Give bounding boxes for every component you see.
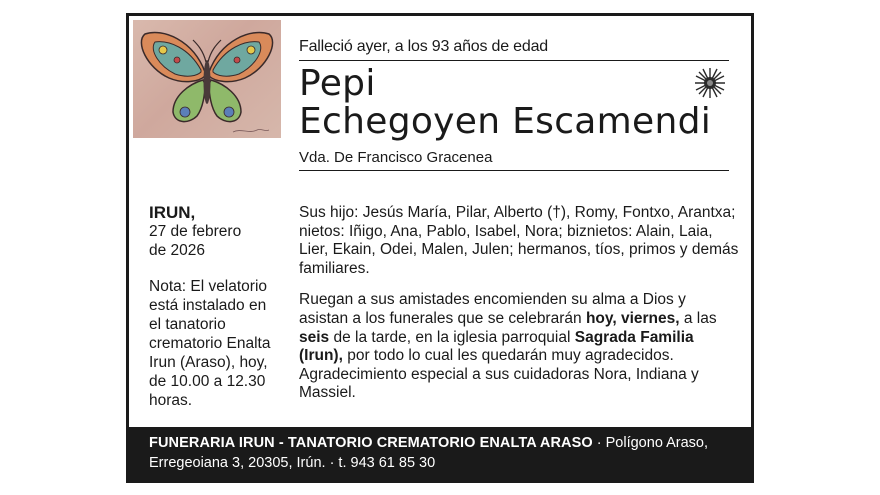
funeral-day: hoy, viernes, xyxy=(585,309,680,327)
funeral-church: Sagrada Familia (Irun), xyxy=(299,328,694,365)
obituary-card xyxy=(126,13,754,483)
funeral-paragraph xyxy=(299,291,739,403)
city: IRUN, xyxy=(149,203,196,222)
funeral-home-footer xyxy=(129,427,751,480)
funeral-text-4: por todo lo cual les quedarán muy agradecidos. xyxy=(342,347,674,365)
header xyxy=(299,38,729,171)
flower-icon xyxy=(693,66,727,100)
funeral-text-3: de la tarde, en la iglesia parroquial xyxy=(329,328,575,346)
death-notice-subtitle: Falleció ayer, a los 93 años de edad xyxy=(299,38,729,61)
deceased-first-name: Pepi xyxy=(299,63,376,104)
funeral-hour: seis xyxy=(299,328,330,346)
location-and-note xyxy=(149,203,281,410)
date-line-1: 27 de febrero xyxy=(149,223,242,240)
funeral-home-name: FUNERARIA IRUN - TANATORIO CREMATORIO ENALTA ARASO xyxy=(149,435,593,451)
family-paragraph: Sus hijo: Jesús María, Pilar, Alberto (†), Romy, Fontxo, Arantxa; nietos: Iñigo, Ana, Pablo, Isabel, Nora; biznietos: Alain, Laia, Lier, Ekain, Odei, Malen, Julen; hermanos, tíos, primos y demás familiares. xyxy=(299,204,739,277)
widow-of-line: Vda. De Francisco Gracenea xyxy=(299,149,729,171)
date-line-2: de 2026 xyxy=(149,242,206,259)
butterfly-icon xyxy=(133,20,281,138)
notice-body xyxy=(299,204,739,403)
funeral-text-2: a las xyxy=(679,309,717,327)
thanks-line: Agradecimiento especial a sus cuidadoras Nora, Indiana y Massiel. xyxy=(299,365,699,402)
funeral-home-address: · Polígono Araso, Erregeoiana 3, 20305, Irún. · t. 943 61 85 30 xyxy=(149,435,709,471)
wake-note: Nota: El velatorio está instalado en el tanatorio crematorio Enalta Irun (Araso), hoy, de 10.00 a 12.30 horas. xyxy=(149,278,271,409)
deceased-last-name: Echegoyen Escamendi xyxy=(299,101,712,142)
funeral-text-1: Ruegan a sus amistades encomienden su alma a Dios y asistan a los funerales que se celebrarán xyxy=(299,291,686,327)
butterfly-drawing-image xyxy=(133,20,281,138)
